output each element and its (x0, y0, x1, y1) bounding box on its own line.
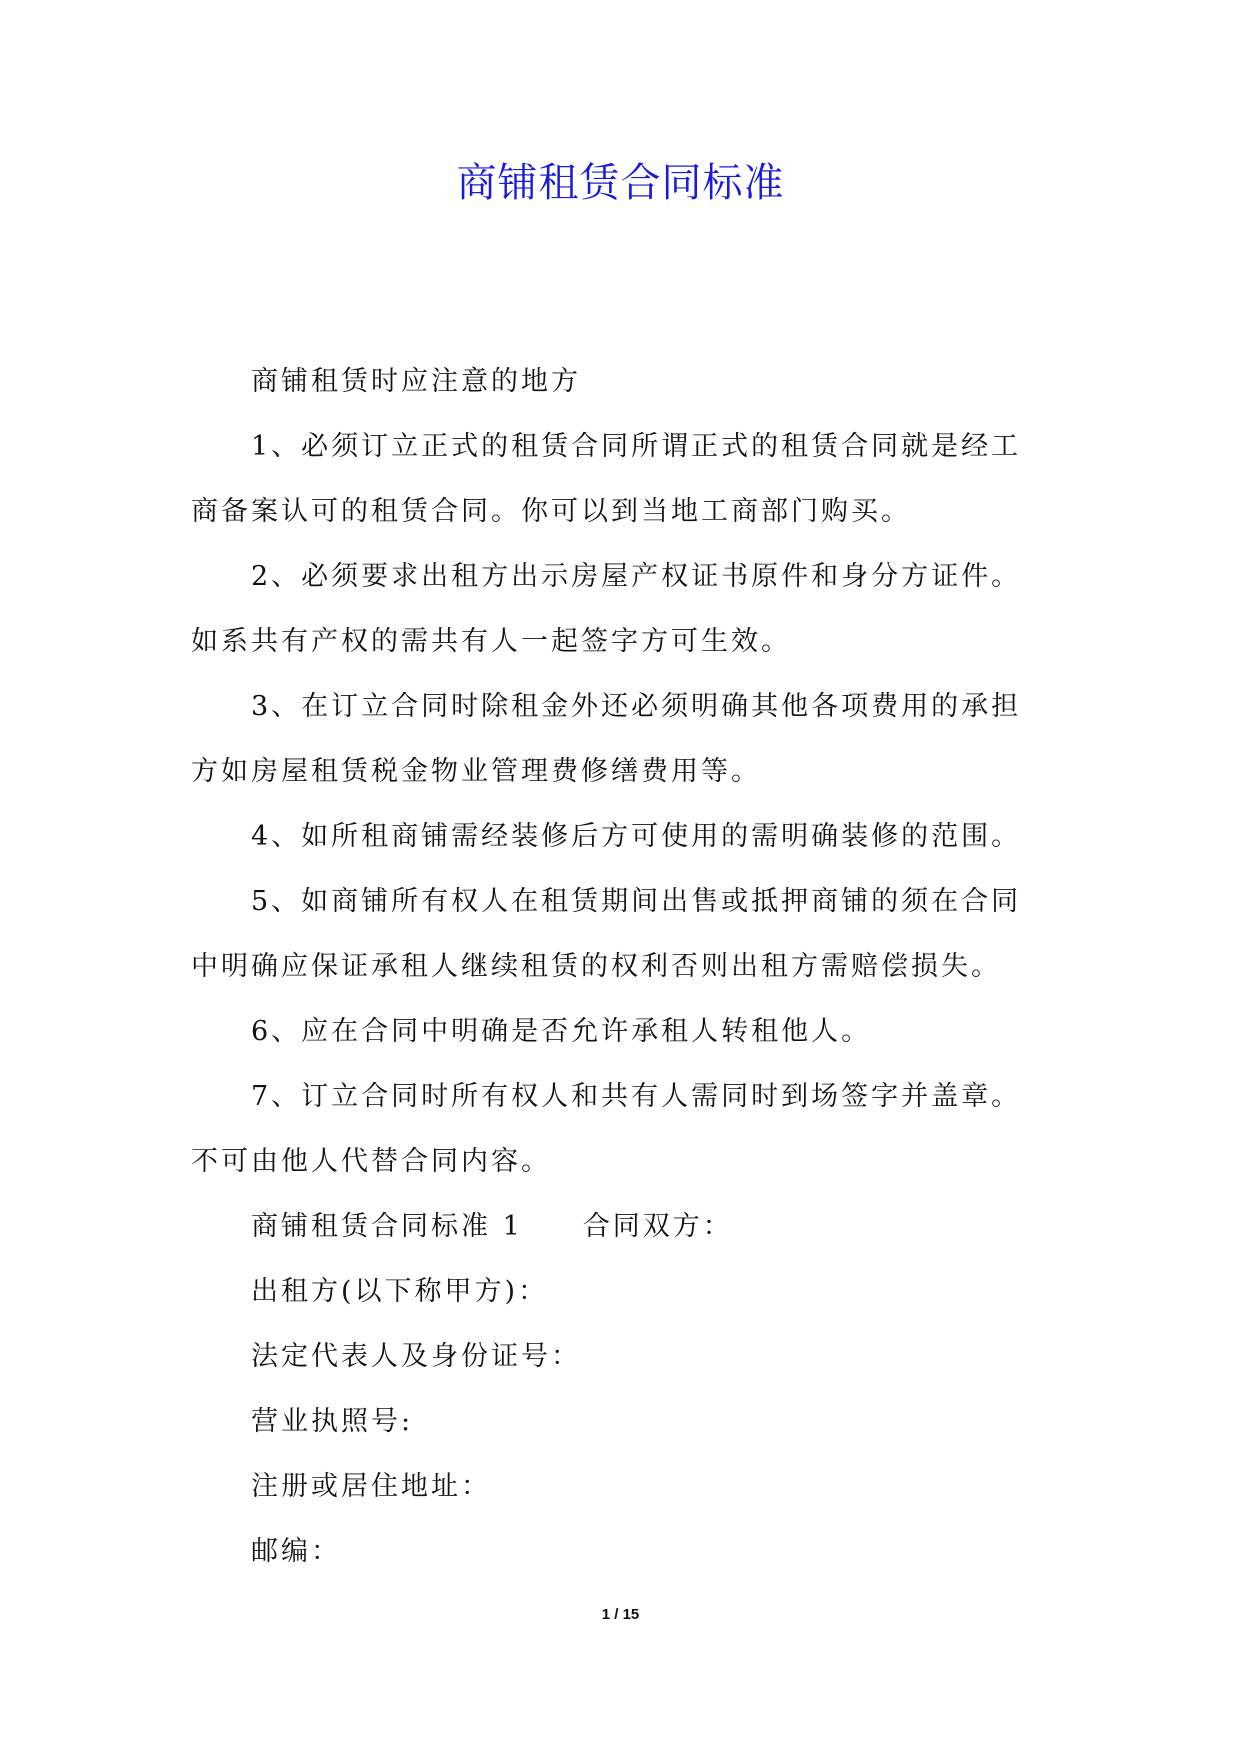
paragraph-intro: 商铺租赁时应注意的地方 (251, 366, 581, 397)
paragraph-item-3: 3、在订立合同时除租金外还必须明确其他各项费用的承担方如房屋租赁税金物业管理费修缮费用等。 (191, 691, 1022, 787)
field-postcode: 邮编： (251, 1536, 341, 1567)
paragraph-item-2: 2、必须要求出租方出示房屋产权证书原件和身分方证件。如系共有产权的需共有人一起签字方可生效。 (191, 561, 1022, 657)
paragraph-item-1: 1、必须订立正式的租赁合同所谓正式的租赁合同就是经工商备案认可的租赁合同。你可以到当地工商部门购买。 (191, 431, 1022, 527)
paragraph-item-4: 4、如所租商铺需经装修后方可使用的需明确装修的范围。 (251, 821, 1022, 852)
page-number: 1 / 15 (601, 1606, 640, 1623)
field-lessor: 出租方(以下称甲方)： (251, 1276, 549, 1307)
contract-heading: 商铺租赁合同标准 1 (251, 1211, 523, 1242)
paragraph-item-7: 7、订立合同时所有权人和共有人需同时到场签字并盖章。不可由他人代替合同内容。 (191, 1081, 1022, 1177)
contract-parties-label: 合同双方： (582, 1211, 733, 1242)
document-title: 商铺租赁合同标准 (456, 160, 785, 206)
paragraph-item-6: 6、应在合同中明确是否允许承租人转租他人。 (251, 1016, 872, 1047)
field-address: 注册或居住地址： (251, 1471, 491, 1502)
paragraph-item-5: 5、如商铺所有权人在租赁期间出售或抵押商铺的须在合同中明确应保证承租人继续租赁的权利否则出租方需赔偿损失。 (191, 886, 1022, 982)
contract-heading-line (191, 1194, 1051, 1259)
document-body (191, 349, 1051, 1584)
field-legal-representative: 法定代表人及身份证号： (251, 1341, 581, 1372)
field-business-license: 营业执照号: (251, 1406, 414, 1437)
